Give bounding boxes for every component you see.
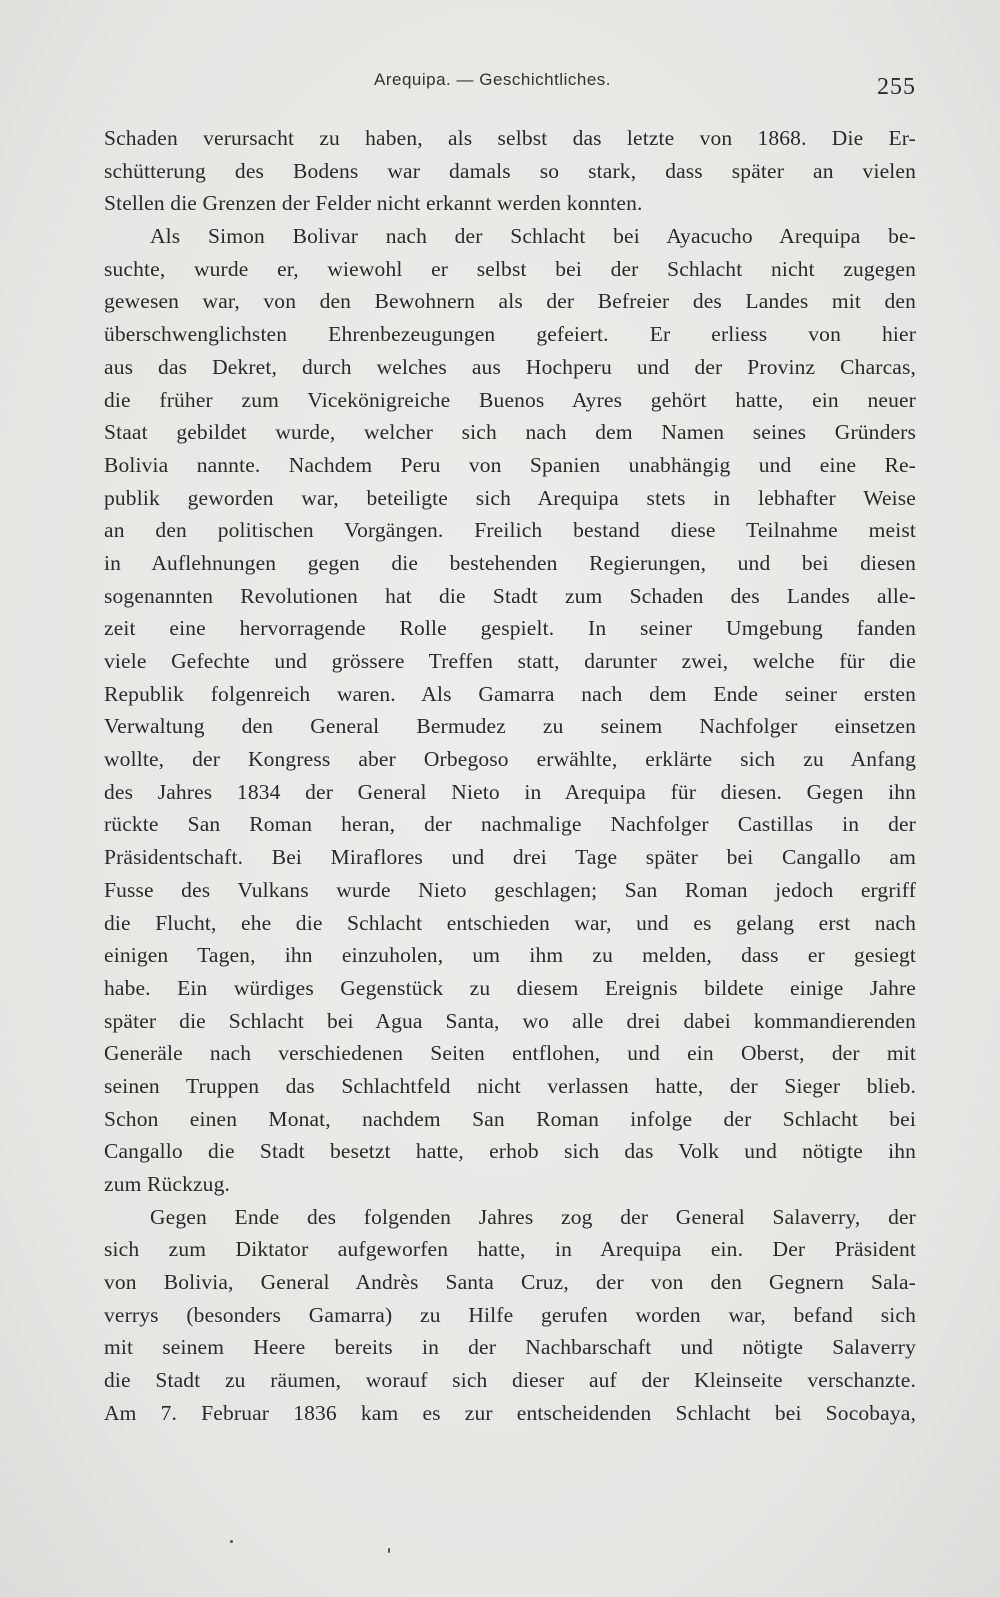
- text-line: verrys (besonders Gamarra) zu Hilfe gerufen worden war, befand sich: [104, 1302, 916, 1327]
- page-number: 255: [877, 74, 916, 100]
- text-line: suchte, wurde er, wiewohl er selbst bei der Schlacht nicht zugegen: [104, 256, 916, 281]
- body-text: [104, 122, 916, 1430]
- paper-speck: [388, 1548, 390, 1553]
- running-head: Arequipa. — Geschichtliches.: [374, 70, 611, 89]
- text-line: mit seinem Heere bereits in der Nachbarschaft und nötigte Salaverry: [104, 1335, 916, 1360]
- text-line: sich zum Diktator aufgeworfen hatte, in Arequipa ein. Der Präsident: [104, 1237, 916, 1262]
- text-line: überschwenglichsten Ehrenbezeugungen gefeiert. Er erliess von hier: [104, 322, 916, 347]
- text-line: Schaden verursacht zu haben, als selbst das letzte von 1868. Die Er-: [104, 126, 916, 150]
- paper-speck: [230, 1540, 233, 1543]
- text-line: schütterung des Bodens war damals so stark, dass später an vielen: [104, 158, 916, 183]
- text-line: Bolivia nannte. Nachdem Peru von Spanien unabhängig und eine Re-: [104, 452, 916, 477]
- paragraph-2: [104, 220, 916, 1201]
- text-line: zum Rückzug.: [104, 1172, 230, 1196]
- text-line: rückte San Roman heran, der nachmalige Nachfolger Castillas in der: [104, 812, 916, 837]
- text-line: in Auflehnungen gegen die bestehenden Regierungen, und bei diesen: [104, 550, 916, 575]
- text-line: Präsidentschaft. Bei Miraflores und drei Tage später bei Cangallo am: [104, 845, 916, 870]
- text-line: Am 7. Februar 1836 kam es zur entscheidenden Schlacht bei Socobaya,: [104, 1400, 916, 1425]
- text-line: Staat gebildet wurde, welcher sich nach dem Namen seines Gründers: [104, 420, 916, 445]
- text-line: Cangallo die Stadt besetzt hatte, erhob sich das Volk und nötigte ihn: [104, 1139, 916, 1164]
- text-line: die früher zum Vicekönigreiche Buenos Ayres gehört hatte, ein neuer: [104, 387, 916, 412]
- text-line: Stellen die Grenzen der Felder nicht erkannt werden konnten.: [104, 191, 643, 216]
- text-line: Verwaltung den General Bermudez zu seinem Nachfolger einsetzen: [104, 714, 916, 739]
- text-line: habe. Ein würdiges Gegenstück zu diesem Ereignis bildete einige Jahre: [104, 975, 916, 1000]
- text-line: sogenannten Revolutionen hat die Stadt zum Schaden des Landes alle-: [104, 583, 916, 608]
- page-header: [104, 70, 916, 110]
- text-line: aus das Dekret, durch welches aus Hochperu und der Provinz Charcas,: [104, 354, 916, 379]
- text-line: an den politischen Vorgängen. Freilich bestand diese Teilnahme meist: [104, 518, 916, 543]
- text-line: Generäle nach verschiedenen Seiten entflohen, und ein Oberst, der mit: [104, 1041, 916, 1066]
- text-line: Als Simon Bolivar nach der Schlacht bei Ayacucho Arequipa be-: [150, 224, 916, 249]
- paragraph-1: [104, 122, 916, 220]
- text-line: von Bolivia, General Andrès Santa Cruz, der von den Gegnern Sala-: [104, 1270, 916, 1295]
- text-line: wollte, der Kongress aber Orbegoso erwählte, erklärte sich zu Anfang: [104, 747, 916, 772]
- text-line: seinen Truppen das Schlachtfeld nicht verlassen hatte, der Sieger blieb.: [104, 1073, 916, 1098]
- text-line: viele Gefechte und grössere Treffen statt, darunter zwei, welche für die: [104, 649, 916, 673]
- paragraph-3: [104, 1201, 916, 1430]
- text-line: zeit eine hervorragende Rolle gespielt. In seiner Umgebung fanden: [104, 616, 916, 641]
- text-line: Schon einen Monat, nachdem San Roman infolge der Schlacht bei: [104, 1106, 916, 1131]
- text-line: einigen Tagen, ihn einzuholen, um ihm zu melden, dass er gesiegt: [104, 943, 916, 968]
- text-line: später die Schlacht bei Agua Santa, wo alle drei dabei kommandierenden: [104, 1008, 916, 1033]
- text-line: Fusse des Vulkans wurde Nieto geschlagen; San Roman jedoch ergriff: [104, 877, 916, 902]
- text-line: des Jahres 1834 der General Nieto in Arequipa für diesen. Gegen ihn: [104, 779, 916, 804]
- text-line: die Flucht, ehe die Schlacht entschieden war, und es gelang erst nach: [104, 910, 916, 935]
- text-line: gewesen war, von den Bewohnern als der Befreier des Landes mit den: [104, 289, 916, 314]
- text-line: Gegen Ende des folgenden Jahres zog der General Salaverry, der: [150, 1204, 916, 1229]
- text-line: publik geworden war, beteiligte sich Arequipa stets in lebhafter Weise: [104, 485, 916, 510]
- text-line: die Stadt zu räumen, worauf sich dieser auf der Kleinseite verschanzte.: [104, 1368, 916, 1393]
- text-line: Republik folgenreich waren. Als Gamarra nach dem Ende seiner ersten: [104, 681, 916, 706]
